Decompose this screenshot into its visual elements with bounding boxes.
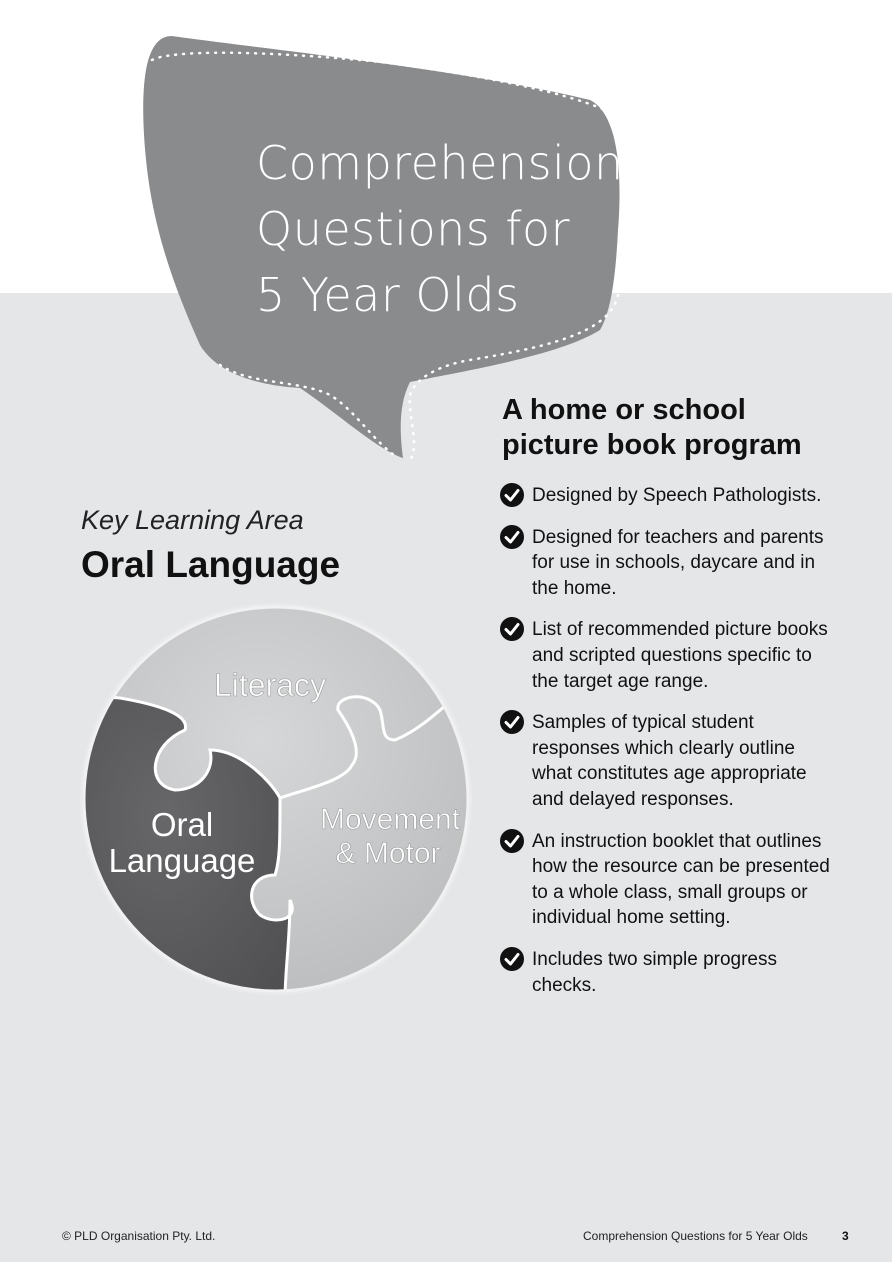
feature-item xyxy=(500,829,830,931)
puzzle-label-movement-2: & Motor xyxy=(335,837,441,870)
footer-doc-title: Comprehension Questions for 5 Year Olds xyxy=(583,1229,808,1243)
feature-text: Includes two simple progress checks. xyxy=(532,948,777,996)
feature-item xyxy=(500,947,830,998)
title-line-3: 5 Year Olds xyxy=(256,268,520,322)
feature-text: Designed for teachers and parents for use in schools, daycare and in the home. xyxy=(532,526,824,599)
features-list xyxy=(500,483,830,1014)
puzzle-label-literacy: Literacy xyxy=(213,667,327,703)
check-circle-icon xyxy=(500,829,524,853)
feature-item xyxy=(500,483,830,509)
puzzle-label-movement-1: Movement xyxy=(319,803,461,836)
check-circle-icon xyxy=(500,525,524,549)
check-circle-icon xyxy=(500,483,524,507)
key-learning-area-label: Key Learning Area xyxy=(81,505,304,535)
key-learning-area-value: Oral Language xyxy=(81,544,341,585)
check-circle-icon xyxy=(500,947,524,971)
feature-item xyxy=(500,710,830,812)
title-line-2: Questions for xyxy=(256,202,571,256)
feature-item xyxy=(500,617,830,694)
puzzle-label-oral-1: Oral xyxy=(150,806,214,843)
program-heading-line-2: picture book program xyxy=(502,429,802,461)
page-number: 3 xyxy=(842,1229,849,1243)
feature-text: Designed by Speech Pathologists. xyxy=(532,485,822,506)
puzzle-label-oral-2: Language xyxy=(108,842,256,879)
program-heading-line-1: A home or school xyxy=(502,394,746,426)
program-heading xyxy=(502,393,882,463)
puzzle-diagram xyxy=(80,600,480,1000)
feature-text: Samples of typical student responses which clearly outline what constitutes age appropriate and delayed responses. xyxy=(532,712,807,810)
feature-item xyxy=(500,525,830,602)
feature-text: List of recommended picture books and scripted questions specific to the target age range. xyxy=(532,619,828,692)
check-circle-icon xyxy=(500,617,524,641)
title-line-1: Comprehension xyxy=(256,136,624,190)
feature-text: An instruction booklet that outlines how the resource can be presented to a whole class, small groups or individual home setting. xyxy=(532,830,830,929)
check-circle-icon xyxy=(500,710,524,734)
footer-copyright: © PLD Organisation Pty. Ltd. xyxy=(62,1229,216,1243)
